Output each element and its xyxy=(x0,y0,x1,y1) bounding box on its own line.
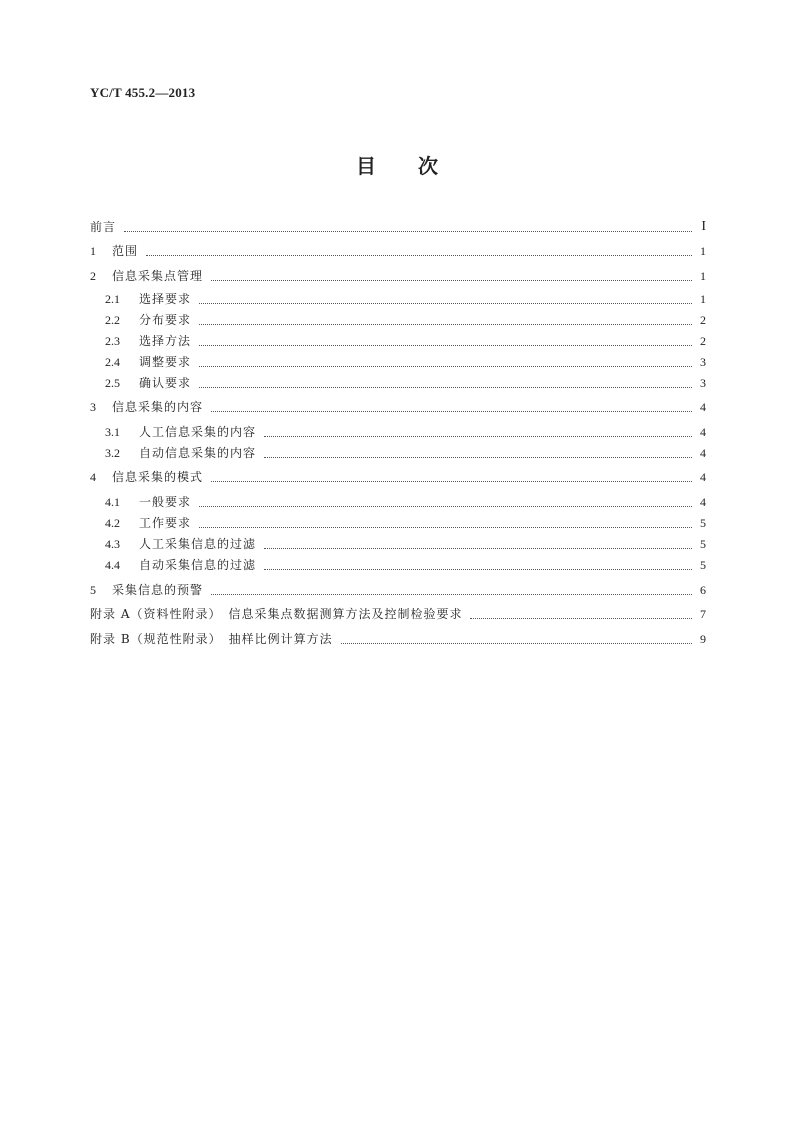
toc-entry-2[interactable] xyxy=(90,267,706,285)
toc-entry-number: 2.2 xyxy=(105,313,120,327)
toc-entry-title: 附录 A（资料性附录） 信息采集点数据测算方法及控制检验要求 xyxy=(90,607,463,621)
toc-entry-page: 1 xyxy=(700,269,706,283)
toc-leader-dots xyxy=(199,494,692,507)
toc-entry-page: 2 xyxy=(700,334,706,348)
toc-entry-number: 4 xyxy=(90,470,96,484)
toc-entry-title: 一般要求 xyxy=(139,495,192,509)
toc-entry-foreword[interactable] xyxy=(90,218,706,236)
toc-entry-page: I xyxy=(701,219,706,234)
toc-entry-page: 5 xyxy=(700,537,706,551)
toc-entry-4-2[interactable] xyxy=(105,514,706,532)
toc-entry-page: 4 xyxy=(700,495,706,509)
toc-entry-page: 7 xyxy=(700,607,706,621)
toc-entry-number: 1 xyxy=(90,244,96,258)
toc-entry-title: 范围 xyxy=(112,244,139,258)
toc-leader-dots xyxy=(199,333,692,346)
toc-entry-title: 自动采集信息的过滤 xyxy=(139,558,257,572)
toc-entry-page: 1 xyxy=(700,292,706,306)
document-code: YC/T 455.2—2013 xyxy=(90,85,196,100)
toc-entry-number: 4.1 xyxy=(105,495,120,509)
toc-entry-page: 5 xyxy=(700,558,706,572)
toc-leader-dots xyxy=(264,424,692,437)
toc-entry-title: 采集信息的预警 xyxy=(112,583,204,597)
toc-leader-dots xyxy=(146,243,692,256)
page-title-part2: 次 xyxy=(418,154,438,178)
toc-leader-dots xyxy=(199,354,692,367)
toc-entry-number: 4.4 xyxy=(105,558,120,572)
toc-leader-dots xyxy=(211,469,692,482)
toc-leader-dots xyxy=(211,582,692,595)
toc-entry-4-4[interactable] xyxy=(105,556,706,574)
toc-entry-title: 人工信息采集的内容 xyxy=(139,425,257,439)
toc-entry-number: 3.1 xyxy=(105,425,120,439)
toc-entry-page: 2 xyxy=(700,313,706,327)
toc-entry-number: 2 xyxy=(90,269,96,283)
toc-entry-page: 9 xyxy=(700,632,706,646)
toc-entry-page: 4 xyxy=(700,446,706,460)
toc-entry-number: 3.2 xyxy=(105,446,120,460)
toc-entry-page: 3 xyxy=(700,355,706,369)
toc-leader-dots xyxy=(199,312,692,325)
toc-entry-title: 信息采集点管理 xyxy=(112,269,204,283)
toc-entry-number: 2.4 xyxy=(105,355,120,369)
toc-entry-2-4[interactable] xyxy=(105,353,706,371)
toc-entry-title: 信息采集的内容 xyxy=(112,400,204,414)
toc-entry-title: 自动信息采集的内容 xyxy=(139,446,257,460)
toc-entry-appendix-b[interactable] xyxy=(90,630,706,648)
toc-entry-page: 6 xyxy=(700,583,706,597)
toc-entry-page: 4 xyxy=(700,400,706,414)
toc-entry-page: 5 xyxy=(700,516,706,530)
toc-entry-title: 选择方法 xyxy=(139,334,192,348)
toc-entry-1[interactable] xyxy=(90,242,706,260)
toc-entry-page: 4 xyxy=(700,425,706,439)
toc-leader-dots xyxy=(264,557,692,570)
toc-entry-number: 2.5 xyxy=(105,376,120,390)
toc-entry-page: 3 xyxy=(700,376,706,390)
toc-entry-3-2[interactable] xyxy=(105,444,706,462)
toc-entry-title: 工作要求 xyxy=(139,516,192,530)
toc-entry-2-1[interactable] xyxy=(105,290,706,308)
toc-entry-2-3[interactable] xyxy=(105,332,706,350)
toc-entry-5[interactable] xyxy=(90,581,706,599)
toc-entry-number: 2.3 xyxy=(105,334,120,348)
toc-entry-page: 4 xyxy=(700,470,706,484)
toc-entry-4-3[interactable] xyxy=(105,535,706,553)
toc-entry-number: 4.3 xyxy=(105,537,120,551)
toc-entry-number: 4.2 xyxy=(105,516,120,530)
toc-entry-title: 前言 xyxy=(90,220,117,234)
toc-entry-3-1[interactable] xyxy=(105,423,706,441)
toc-entry-number: 3 xyxy=(90,400,96,414)
toc-entry-title: 信息采集的模式 xyxy=(112,470,204,484)
toc-entry-title: 人工采集信息的过滤 xyxy=(139,537,257,551)
toc-leader-dots xyxy=(199,291,692,304)
page-title xyxy=(0,150,794,179)
toc-entry-page: 1 xyxy=(700,244,706,258)
toc-leader-dots xyxy=(211,268,692,281)
toc-entry-number: 5 xyxy=(90,583,96,597)
toc-entry-title: 选择要求 xyxy=(139,292,192,306)
toc-leader-dots xyxy=(264,536,692,549)
toc-entry-number: 2.1 xyxy=(105,292,120,306)
toc-entry-4[interactable] xyxy=(90,468,706,486)
toc-entry-title: 分布要求 xyxy=(139,313,192,327)
page-title-part1: 目 xyxy=(356,154,376,178)
toc-leader-dots xyxy=(341,631,692,644)
toc-leader-dots xyxy=(470,606,692,619)
toc-entry-appendix-a[interactable] xyxy=(90,605,706,623)
toc-leader-dots xyxy=(264,445,692,458)
toc-entry-4-1[interactable] xyxy=(105,493,706,511)
toc-entry-title: 调整要求 xyxy=(139,355,192,369)
toc-leader-dots xyxy=(199,375,692,388)
toc-entry-2-5[interactable] xyxy=(105,374,706,392)
toc-leader-dots xyxy=(124,219,692,232)
toc-leader-dots xyxy=(211,399,692,412)
toc-entry-2-2[interactable] xyxy=(105,311,706,329)
toc-entry-title: 确认要求 xyxy=(139,376,192,390)
toc-leader-dots xyxy=(199,515,692,528)
toc-entry-3[interactable] xyxy=(90,398,706,416)
toc-entry-title: 附录 B（规范性附录） 抽样比例计算方法 xyxy=(90,632,333,646)
